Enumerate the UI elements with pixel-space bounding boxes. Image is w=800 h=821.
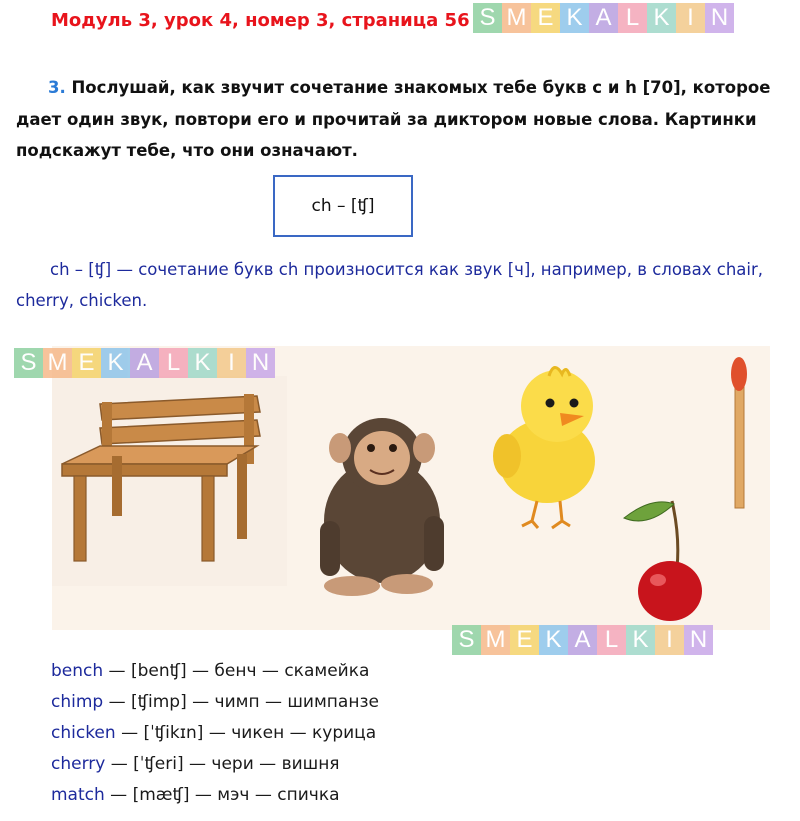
rule-prefix: ch – [ʧ] — сочетание букв ch произносится как звук [ч], например, в словах	[50, 260, 712, 279]
vocab-row-bench	[51, 656, 379, 687]
watermark-top	[473, 3, 734, 33]
watermark-letter: A	[589, 3, 618, 33]
watermark-letter: A	[568, 625, 597, 655]
vocab-row-chicken	[51, 718, 379, 749]
vocab-word: match	[51, 785, 105, 805]
illustration	[52, 346, 770, 630]
vocab-word: chicken	[51, 723, 116, 743]
watermark-letter: M	[43, 348, 72, 378]
task-number: 3.	[48, 78, 66, 97]
watermark-letter: A	[130, 348, 159, 378]
task-body: Послушай, как звучит сочетание знакомых тебе букв c и h [70], которое дает один звук, повтори его и прочитай за диктором новые слова. Картинки подскажут тебе, что они означают.	[16, 78, 771, 160]
watermark-letter: K	[101, 348, 130, 378]
watermark-letter: K	[647, 3, 676, 33]
watermark-letter: K	[560, 3, 589, 33]
vocab-translation: — [mæʧ] — мэч — спичка	[104, 785, 340, 805]
task-text	[16, 72, 786, 167]
watermark-letter: S	[452, 625, 481, 655]
chimp-image	[320, 418, 444, 596]
sound-box-text: ch – [ʧ]	[311, 196, 375, 216]
vocab-translation: — [ˈʧeri] — чери — вишня	[105, 754, 340, 774]
watermark-letter: K	[539, 625, 568, 655]
vocab-word: chimp	[51, 692, 104, 712]
watermark-letter: E	[510, 625, 539, 655]
cherry-image	[624, 501, 702, 621]
watermark-letter: N	[246, 348, 275, 378]
watermark-letter: S	[14, 348, 43, 378]
vocab-row-chimp	[51, 687, 379, 718]
watermark-letter: N	[705, 3, 734, 33]
rule-text	[16, 254, 786, 316]
vocab-translation: — [ʧimp] — чимп — шимпанзе	[103, 692, 379, 712]
watermark-middle	[14, 348, 275, 378]
vocab-word: bench	[51, 661, 104, 681]
watermark-letter: L	[597, 625, 626, 655]
watermark-letter: N	[684, 625, 713, 655]
watermark-letter: L	[618, 3, 647, 33]
watermark-letter: M	[481, 625, 510, 655]
sound-box	[273, 175, 413, 237]
vocab-word: cherry	[51, 754, 106, 774]
watermark-letter: K	[626, 625, 655, 655]
vocab-translation: — [benʧ] — бенч — скамейка	[103, 661, 370, 681]
watermark-letter: E	[531, 3, 560, 33]
watermark-letter: E	[72, 348, 101, 378]
illustration-svg	[52, 346, 770, 630]
watermark-letter: L	[159, 348, 188, 378]
watermark-bottom	[452, 625, 713, 655]
watermark-letter: I	[655, 625, 684, 655]
watermark-letter: S	[473, 3, 502, 33]
vocab-translation: — [ˈʧikɪn] — чикен — курица	[115, 723, 377, 743]
watermark-letter: I	[217, 348, 246, 378]
watermark-letter: I	[676, 3, 705, 33]
chicken-image	[493, 367, 595, 528]
watermark-letter: K	[188, 348, 217, 378]
watermark-letter: M	[502, 3, 531, 33]
page-title: Модуль 3, урок 4, номер 3, страница 56	[51, 10, 470, 31]
bench-image	[52, 376, 287, 586]
vocab-row-match	[51, 780, 379, 811]
vocabulary-list	[51, 656, 379, 811]
rule-examples: chair, cherry, chicken.	[16, 260, 764, 310]
vocab-row-cherry	[51, 749, 379, 780]
match-image	[731, 357, 747, 508]
